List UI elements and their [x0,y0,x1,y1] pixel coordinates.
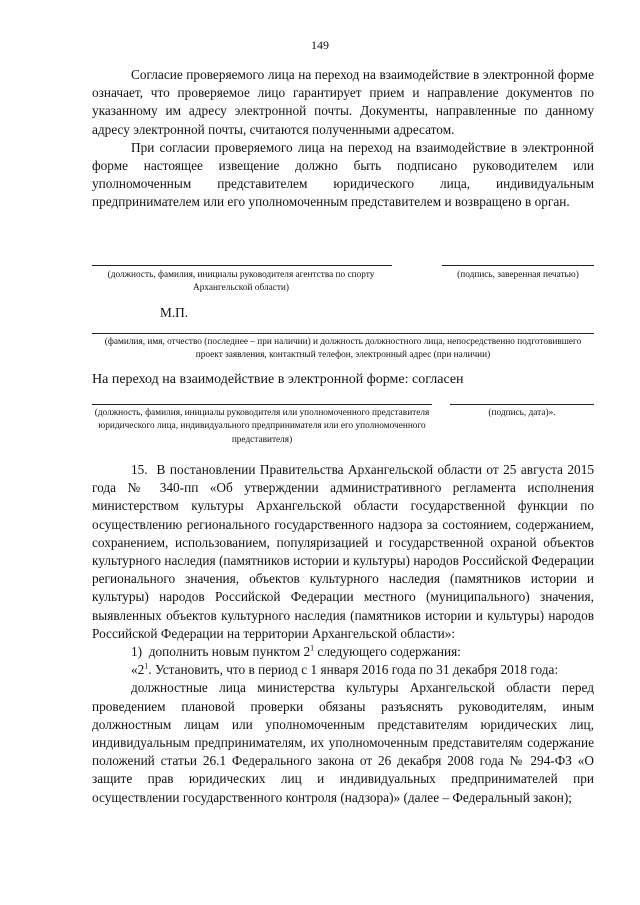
quoted-point-start: «2 [131,662,145,678]
amendments-section [92,461,594,807]
signature-line-representative [92,404,432,405]
quoted-point-text: . Установить, что в период с 1 января 2016 года по 31 декабря 2018 года: [148,662,559,678]
officials-obligation: должностные лица министерства культуры Архангельской области перед проведением плановой проверки обязаны разъяснять руководителям, иным должностным лицам или уполномоченным представителям юридических лиц, индивидуальным предпринимателям, их уполномоченным представителям содержание положений статьи 26.1 Федерального закона от 26 декабря 2008 года № 294-ФЗ «О защите прав юридических лиц и индивидуальных предпринимателей при осуществлении государственного контроля (надзора)» (далее – Федеральный закон); [92,680,594,805]
paragraph-signing-requirement: При согласии проверяемого лица на переход на взаимодействие в электронной форме настоящее извещение должно быть подписано руководителем или уполномоченным представителем юридического лица, индивидуальным предпринимателем или его уполномоченным представителем и возвращено в орган. [92,139,594,210]
consent-statement: На переход на взаимодействие в электронной форме: согласен [92,372,464,387]
preparer-line [92,333,594,334]
subitem-1-text: 1) дополнить новым пунктом 2 [131,644,311,660]
caption-signature-date: (подпись, дата)». [488,408,556,418]
subitem-1-superscript: 1 [310,643,315,653]
caption-official: (должность, фамилия, инициалы руководителя агентства по спорту Архангельской области) [107,270,375,294]
item-15: 15. В постановлении Правительства Архангельской области от 25 августа 2015 года № 340-пп «Об утверждении административного регламента исполнения министерством культуры Архангельской области государственной функции по осуществлению регионального государственного надзора за состоянием, содержанием, сохранением, использованием, популяризацией и государственной охраной объектов культурного наследия (памятников истории и культуры) народов Российской Федерации регионального значения, объектов культурного наследия (памятников истории и культуры) народов Российской Федерации местного (муниципального) значения, выявленных объектов культурного наследия (памятников истории и культуры) народов Российской Федерации на территории Архангельской области»: [92,462,594,641]
quoted-point-superscript: 1 [144,661,149,671]
signature-line-sign [442,265,594,266]
caption-representative: (должность, фамилия, инициалы руководителя или уполномоченного представителя юридического лица, индивидуального предпринимателя или его уполномоченного представителя) [94,408,430,445]
caption-signature-seal: (подпись, заверенная печатью) [457,270,579,280]
consent-explanation [92,66,594,212]
stamp-place: М.П. [160,305,189,320]
signature-line-official [92,265,392,266]
signature-line-date [450,404,594,405]
caption-preparer: (фамилия, имя, отчество (последнее – при наличии) и должность должностного лица, непосредственно подготовившего проект заявления, контактный телефон, электронный адрес (при наличии) [104,337,582,361]
paragraph-email-consent: Согласие проверяемого лица на переход на взаимодействие в электронной форме означает, что проверяемое лицо гарантирует прием и направление документов по указанному им адресу электронной почты. Документы, направленные по данному адресу электронной почты, считаются полученными адресатом. [92,67,594,137]
page-number: 149 [311,38,329,52]
subitem-1-text-end: следующего содержания: [314,644,461,660]
subitem-1 [92,643,594,661]
quoted-point [92,661,594,679]
